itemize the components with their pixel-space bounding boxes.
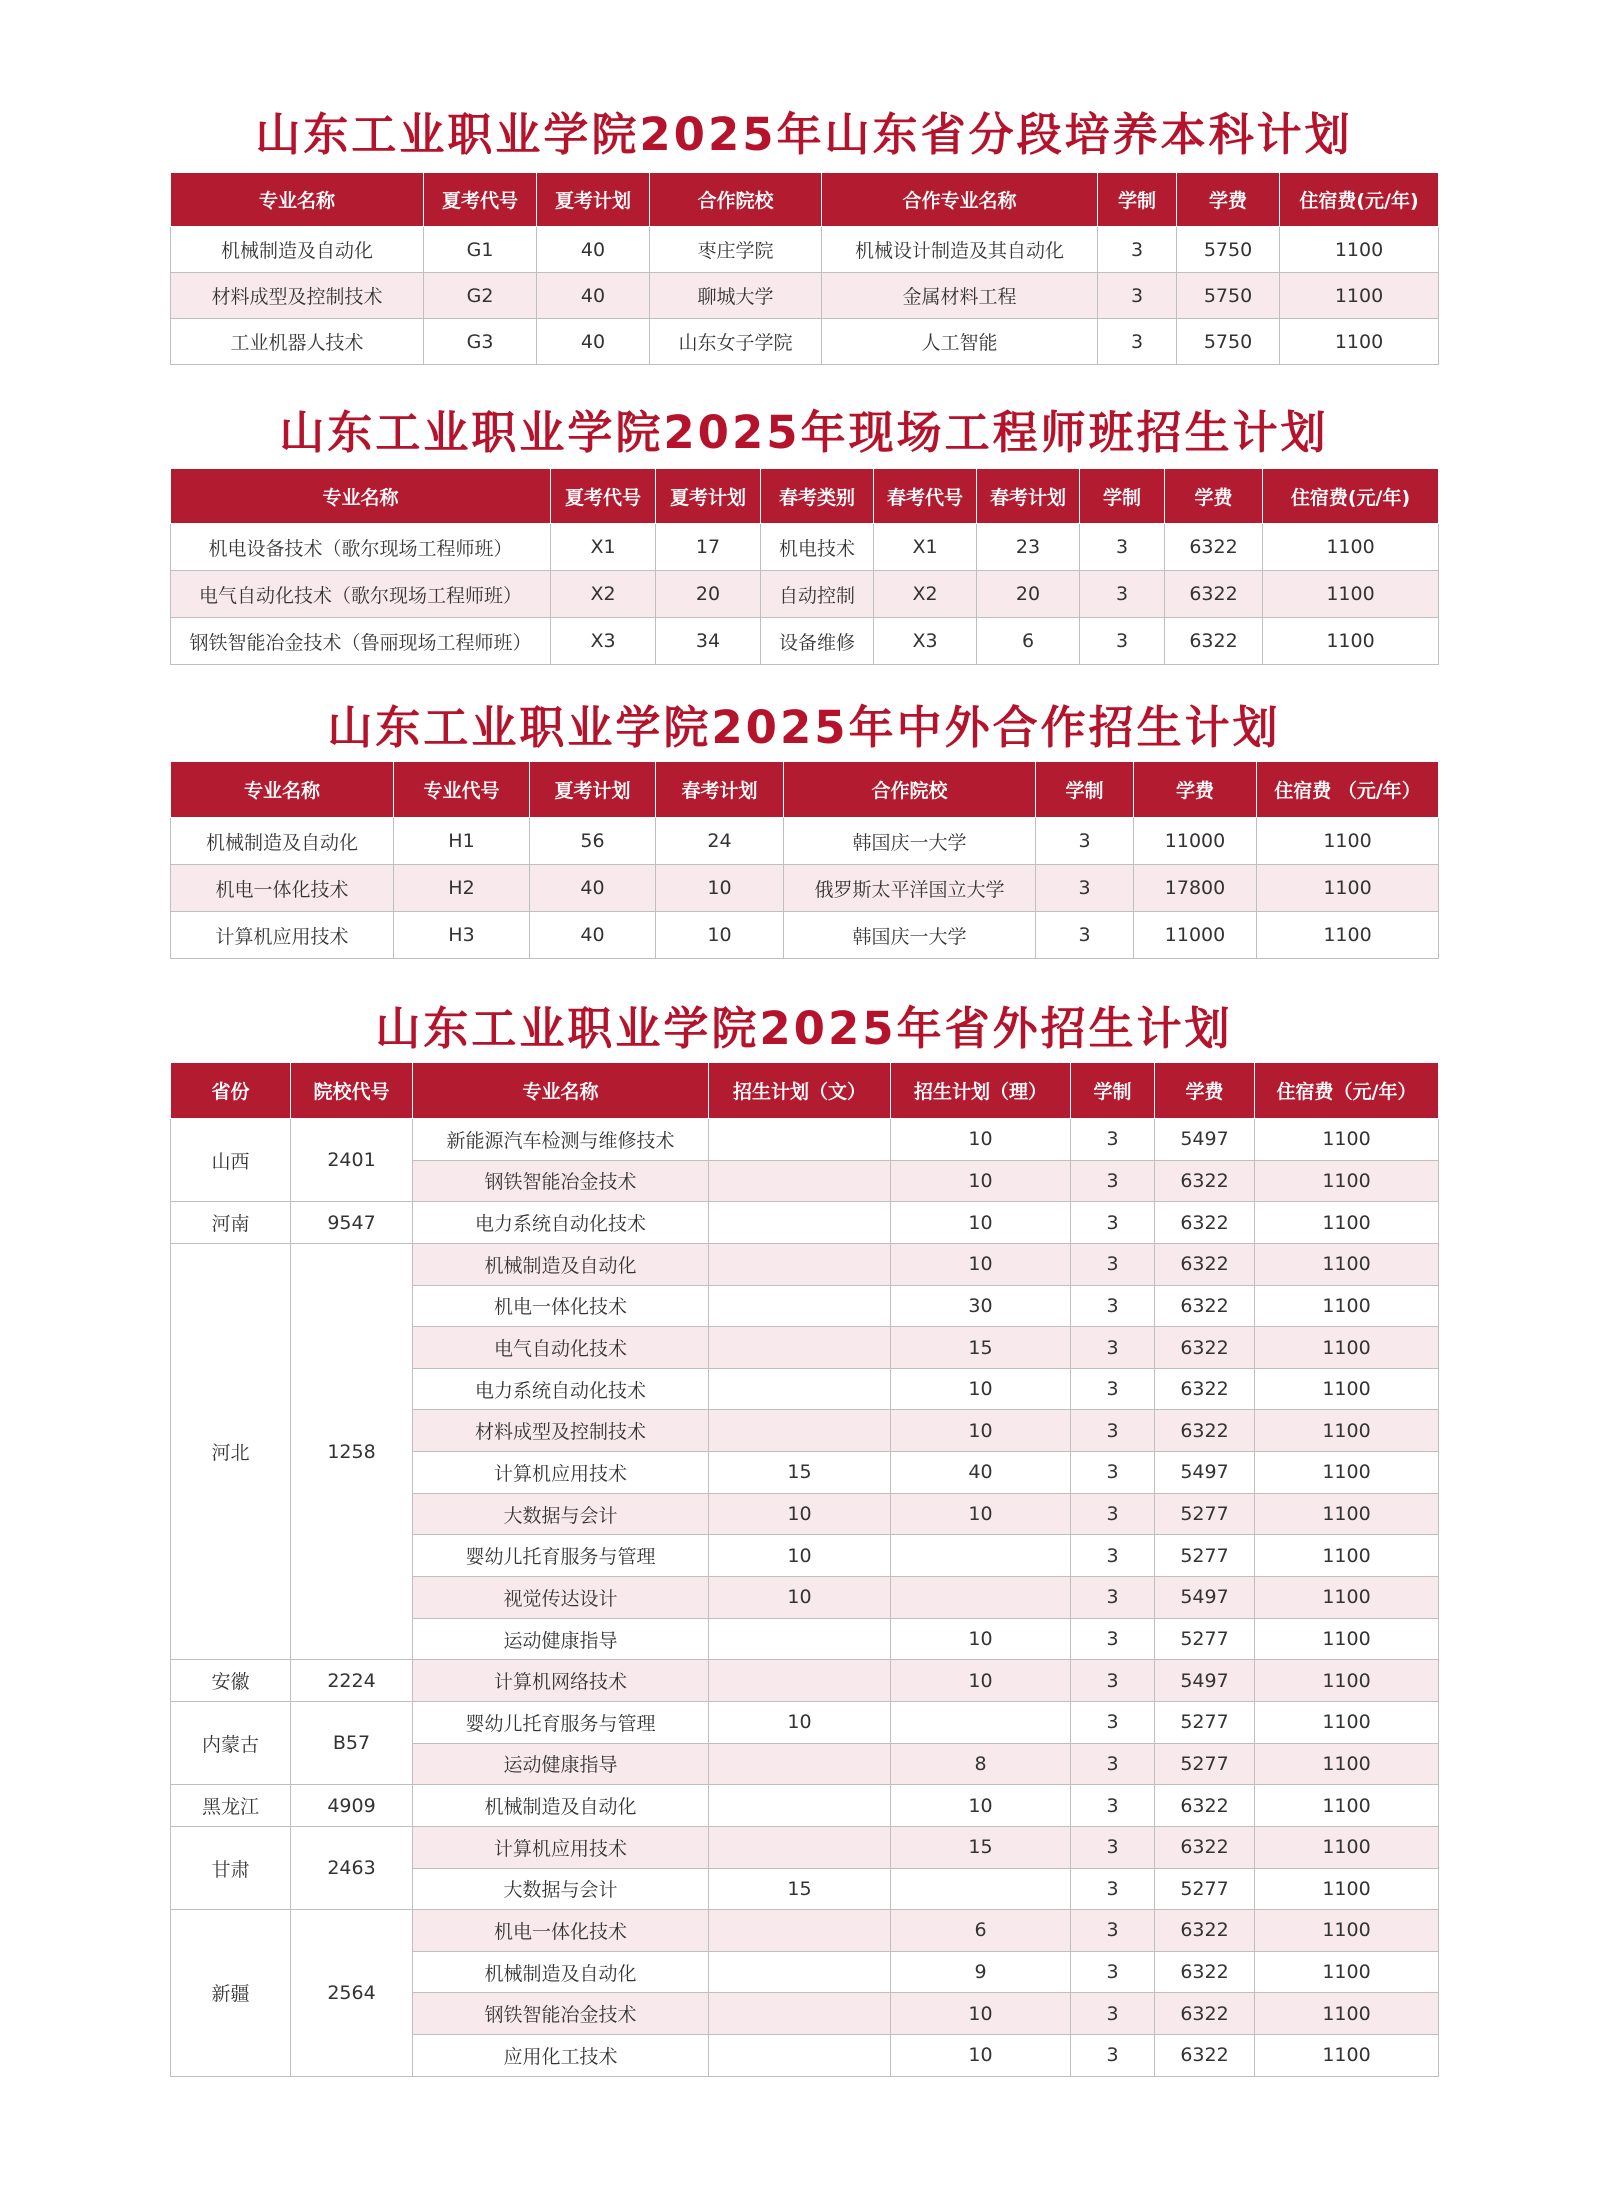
table-cell: 3 (1071, 1327, 1155, 1369)
table-cell: 计算机应用技术 (413, 1452, 709, 1494)
table-row (171, 1202, 1439, 1244)
table-cell: 聊城大学 (650, 273, 822, 319)
table-cell: 3 (1080, 618, 1165, 665)
table-cell: 1100 (1255, 1826, 1439, 1868)
table-cell: 1100 (1280, 273, 1439, 319)
table-cell: X1 (551, 524, 656, 571)
table-cell: 3 (1071, 2035, 1155, 2077)
section-title: 山东工业职业学院2025年现场工程师班招生计划 (279, 406, 1329, 459)
table-cell: 23 (977, 524, 1080, 571)
table-cell: 3 (1071, 1910, 1155, 1952)
section-title: 山东工业职业学院2025年省外招生计划 (375, 1002, 1233, 1055)
table-cell: G1 (424, 227, 537, 273)
school-code-cell: 2401 (291, 1119, 413, 1202)
school-code-cell: 9547 (291, 1202, 413, 1244)
table-cell: 20 (656, 571, 761, 618)
table-cell: 10 (891, 1368, 1071, 1410)
table-header-row (171, 1063, 1439, 1119)
table-cell: 10 (709, 1701, 891, 1743)
table-sino-foreign-plan (170, 761, 1439, 959)
table-cell: X3 (551, 618, 656, 665)
table-cell: 40 (537, 273, 650, 319)
table-cell: 40 (537, 227, 650, 273)
table-cell: 3 (1071, 1785, 1155, 1827)
table-cell: 1100 (1255, 1368, 1439, 1410)
table-cell: 1100 (1255, 1202, 1439, 1244)
province-cell: 安徽 (171, 1660, 291, 1702)
table-cell (709, 1160, 891, 1202)
school-code-cell: B57 (291, 1701, 413, 1784)
table-cell: 自动控制 (761, 571, 874, 618)
table-cell (709, 1368, 891, 1410)
table-cell: 3 (1071, 1160, 1155, 1202)
table-cell: 11000 (1134, 912, 1257, 959)
school-code-cell: 2224 (291, 1660, 413, 1702)
table-cell: 8 (891, 1743, 1071, 1785)
table-cell: 34 (656, 618, 761, 665)
table-cell: 1100 (1255, 1785, 1439, 1827)
table-cell: 6322 (1165, 524, 1263, 571)
column-header: 春考计划 (656, 762, 784, 818)
table-cell: 15 (709, 1452, 891, 1494)
table-cell: 1100 (1257, 865, 1439, 912)
column-header: 省份 (171, 1063, 291, 1119)
column-header: 学费 (1165, 469, 1263, 524)
column-header: 合作院校 (784, 762, 1036, 818)
province-cell: 甘肃 (171, 1826, 291, 1909)
column-header: 院校代号 (291, 1063, 413, 1119)
column-header: 夏考计划 (656, 469, 761, 524)
column-header: 学费 (1155, 1063, 1255, 1119)
table-cell: 电力系统自动化技术 (413, 1202, 709, 1244)
table-cell: 婴幼儿托育服务与管理 (413, 1535, 709, 1577)
column-header: 夏考计划 (530, 762, 656, 818)
school-code-cell: 2564 (291, 1910, 413, 2077)
table-cell: 3 (1071, 1826, 1155, 1868)
table-cell: 3 (1071, 1243, 1155, 1285)
province-cell: 河南 (171, 1202, 291, 1244)
table-cell: 1100 (1255, 1577, 1439, 1619)
table-cell: 1100 (1255, 1160, 1439, 1202)
table-row (171, 818, 1439, 865)
table-cell: 山东女子学院 (650, 319, 822, 365)
table-cell (709, 1743, 891, 1785)
table-cell: 1100 (1257, 818, 1439, 865)
table-cell: 1100 (1257, 912, 1439, 959)
section-title: 山东工业职业学院2025年中外合作招生计划 (327, 701, 1281, 754)
table-cell: 17 (656, 524, 761, 571)
table-cell: 1100 (1255, 1327, 1439, 1369)
table-cell: 1100 (1255, 1285, 1439, 1327)
table-cell: 6322 (1155, 1368, 1255, 1410)
table-cell: 5277 (1155, 1743, 1255, 1785)
table-cell: 材料成型及控制技术 (413, 1410, 709, 1452)
table-cell: 10 (891, 1243, 1071, 1285)
table-cell: 1100 (1255, 1868, 1439, 1910)
table-cell: 6322 (1165, 618, 1263, 665)
column-header: 专业名称 (171, 173, 424, 227)
table-cell: 6322 (1165, 571, 1263, 618)
table-cell: 枣庄学院 (650, 227, 822, 273)
table-cell: 设备维修 (761, 618, 874, 665)
table-cell: 1100 (1255, 1119, 1439, 1161)
table-cell: 30 (891, 1285, 1071, 1327)
table-cell: 计算机应用技术 (413, 1826, 709, 1868)
column-header: 住宿费(元/年) (1280, 173, 1439, 227)
table-cell: 10 (709, 1535, 891, 1577)
table-cell: 韩国庆一大学 (784, 912, 1036, 959)
table-cell: 3 (1071, 1535, 1155, 1577)
table-cell: 运动健康指导 (413, 1743, 709, 1785)
table-cell: 1100 (1255, 1243, 1439, 1285)
table-cell: 10 (891, 1202, 1071, 1244)
table-cell (891, 1535, 1071, 1577)
table-cell: 5497 (1155, 1452, 1255, 1494)
table-cell (709, 1993, 891, 2035)
table-cell: 3 (1098, 319, 1177, 365)
section-title: 山东工业职业学院2025年山东省分段培养本科计划 (255, 108, 1353, 161)
table-cell (891, 1577, 1071, 1619)
table-cell: 1100 (1255, 1993, 1439, 2035)
column-header: 夏考代号 (551, 469, 656, 524)
table-field-engineer-plan (170, 468, 1439, 665)
table-cell: 5750 (1177, 273, 1280, 319)
table-row (171, 1785, 1439, 1827)
table-cell: 10 (656, 912, 784, 959)
table-cell: 6322 (1155, 1785, 1255, 1827)
table-row (171, 1701, 1439, 1743)
table-cell: 3 (1071, 1951, 1155, 1993)
table-cell: X2 (551, 571, 656, 618)
table-cell: 1100 (1280, 227, 1439, 273)
table-cell: 机械设计制造及其自动化 (822, 227, 1098, 273)
table-cell: 40 (530, 912, 656, 959)
table-cell: 6322 (1155, 1160, 1255, 1202)
table-cell (709, 2035, 891, 2077)
table-cell: 10 (891, 1410, 1071, 1452)
table-cell: 15 (709, 1868, 891, 1910)
column-header: 春考代号 (874, 469, 977, 524)
table-cell (709, 1660, 891, 1702)
table-cell: 材料成型及控制技术 (171, 273, 424, 319)
table-cell: 1100 (1255, 1951, 1439, 1993)
table-row (171, 273, 1439, 319)
table-cell: 6322 (1155, 1285, 1255, 1327)
table-cell: 韩国庆一大学 (784, 818, 1036, 865)
table-cell: 1100 (1255, 1618, 1439, 1660)
table-cell: 10 (709, 1577, 891, 1619)
table-cell: 6322 (1155, 2035, 1255, 2077)
table-cell: 计算机应用技术 (171, 912, 394, 959)
table-out-of-province-plan (170, 1062, 1439, 2077)
province-cell: 内蒙古 (171, 1701, 291, 1784)
table-cell: 机械制造及自动化 (413, 1785, 709, 1827)
table-cell: 17800 (1134, 865, 1257, 912)
table-cell (709, 1951, 891, 1993)
table-cell: 1100 (1263, 618, 1439, 665)
table-cell: 3 (1071, 1743, 1155, 1785)
table-cell: 1100 (1255, 1701, 1439, 1743)
table-cell (709, 1119, 891, 1161)
table-cell: 10 (891, 1993, 1071, 2035)
table-cell: 6 (977, 618, 1080, 665)
column-header: 学制 (1036, 762, 1134, 818)
table-cell: 10 (891, 1119, 1071, 1161)
table-row (171, 865, 1439, 912)
table-cell (709, 1285, 891, 1327)
table-cell (709, 1202, 891, 1244)
table-cell: 10 (891, 1785, 1071, 1827)
table-row (171, 524, 1439, 571)
table-cell: 15 (891, 1327, 1071, 1369)
table-cell: 3 (1071, 1119, 1155, 1161)
table-cell: 6 (891, 1910, 1071, 1952)
table-cell: 1100 (1255, 1743, 1439, 1785)
column-header: 住宿费 （元/年） (1257, 762, 1439, 818)
table-cell: 工业机器人技术 (171, 319, 424, 365)
table-cell (709, 1910, 891, 1952)
table-cell: 1100 (1255, 1452, 1439, 1494)
table-cell: 应用化工技术 (413, 2035, 709, 2077)
table-cell: 40 (530, 865, 656, 912)
table-cell: 3 (1071, 1410, 1155, 1452)
table-cell: 3 (1071, 1618, 1155, 1660)
table-cell: 20 (977, 571, 1080, 618)
table-cell: 3 (1036, 912, 1134, 959)
table-cell (891, 1701, 1071, 1743)
column-header: 夏考代号 (424, 173, 537, 227)
table-cell (709, 1618, 891, 1660)
table-cell (709, 1327, 891, 1369)
table-cell: 电气自动化技术 (413, 1327, 709, 1369)
table-cell: 运动健康指导 (413, 1618, 709, 1660)
table-row (171, 319, 1439, 365)
table-cell: 10 (891, 1160, 1071, 1202)
table-cell: 3 (1098, 273, 1177, 319)
table-cell: 机械制造及自动化 (171, 227, 424, 273)
table-cell: 机电一体化技术 (171, 865, 394, 912)
column-header: 学费 (1134, 762, 1257, 818)
table-cell: 1100 (1263, 571, 1439, 618)
table-cell: 6322 (1155, 1327, 1255, 1369)
column-header: 专业代号 (394, 762, 530, 818)
table-cell: 1100 (1255, 1535, 1439, 1577)
table-cell: 俄罗斯太平洋国立大学 (784, 865, 1036, 912)
school-code-cell: 2463 (291, 1826, 413, 1909)
table-cell: 5277 (1155, 1701, 1255, 1743)
column-header: 专业名称 (171, 469, 551, 524)
table-cell: 11000 (1134, 818, 1257, 865)
table-cell: 3 (1071, 1701, 1155, 1743)
column-header: 春考计划 (977, 469, 1080, 524)
table-cell: 5750 (1177, 319, 1280, 365)
table-cell: 电力系统自动化技术 (413, 1368, 709, 1410)
table-cell (709, 1410, 891, 1452)
table-cell: 6322 (1155, 1410, 1255, 1452)
table-cell: 机电技术 (761, 524, 874, 571)
table-cell: 1100 (1255, 1410, 1439, 1452)
table-cell: 1100 (1280, 319, 1439, 365)
table-cell: 10 (656, 865, 784, 912)
column-header: 招生计划（文） (709, 1063, 891, 1119)
table-cell: 40 (891, 1452, 1071, 1494)
column-header: 住宿费（元/年） (1255, 1063, 1439, 1119)
table-cell: 新能源汽车检测与维修技术 (413, 1119, 709, 1161)
column-header: 夏考计划 (537, 173, 650, 227)
table-cell: 1100 (1255, 2035, 1439, 2077)
province-cell: 新疆 (171, 1910, 291, 2077)
table-cell: 10 (891, 1493, 1071, 1535)
table-row (171, 1660, 1439, 1702)
table-cell: 3 (1080, 571, 1165, 618)
table-header-row (171, 173, 1439, 227)
table-cell: X3 (874, 618, 977, 665)
table-segmented-plan (170, 172, 1439, 365)
table-cell: 56 (530, 818, 656, 865)
table-cell: 3 (1036, 865, 1134, 912)
table-cell: 3 (1080, 524, 1165, 571)
table-cell: 10 (891, 1618, 1071, 1660)
table-cell (709, 1826, 891, 1868)
table-row (171, 571, 1439, 618)
table-cell: G2 (424, 273, 537, 319)
table-cell: X1 (874, 524, 977, 571)
table-cell: 3 (1071, 1452, 1155, 1494)
table-cell: 3 (1071, 1285, 1155, 1327)
table-row (171, 1910, 1439, 1952)
table-cell: 15 (891, 1826, 1071, 1868)
table-header-row (171, 469, 1439, 524)
table-row (171, 618, 1439, 665)
table-cell: 机电一体化技术 (413, 1285, 709, 1327)
table-cell: 6322 (1155, 1243, 1255, 1285)
column-header: 学费 (1177, 173, 1280, 227)
table-cell: 6322 (1155, 1951, 1255, 1993)
table-cell: 24 (656, 818, 784, 865)
column-header: 合作院校 (650, 173, 822, 227)
table-cell: 10 (891, 2035, 1071, 2077)
table-cell: 1100 (1255, 1493, 1439, 1535)
table-cell: H1 (394, 818, 530, 865)
table-cell: 3 (1071, 1202, 1155, 1244)
table-cell: 钢铁智能冶金技术 (413, 1160, 709, 1202)
table-row (171, 1119, 1439, 1161)
table-cell: 3 (1071, 1660, 1155, 1702)
table-cell: 5497 (1155, 1660, 1255, 1702)
table-cell: 5277 (1155, 1493, 1255, 1535)
table-cell: 5497 (1155, 1577, 1255, 1619)
column-header: 学制 (1080, 469, 1165, 524)
province-cell: 黑龙江 (171, 1785, 291, 1827)
table-cell: 1100 (1255, 1910, 1439, 1952)
table-row (171, 1243, 1439, 1285)
table-cell: 5497 (1155, 1119, 1255, 1161)
column-header: 专业名称 (413, 1063, 709, 1119)
province-cell: 河北 (171, 1243, 291, 1659)
table-cell: 6322 (1155, 1910, 1255, 1952)
table-cell: 3 (1071, 1493, 1155, 1535)
table-cell (709, 1243, 891, 1285)
table-cell: 婴幼儿托育服务与管理 (413, 1701, 709, 1743)
column-header: 合作专业名称 (822, 173, 1098, 227)
table-cell: 10 (891, 1660, 1071, 1702)
table-cell: 3 (1098, 227, 1177, 273)
table-cell: 3 (1071, 1993, 1155, 2035)
table-cell: 3 (1071, 1577, 1155, 1619)
table-cell: 6322 (1155, 1993, 1255, 2035)
table-cell: 1100 (1263, 524, 1439, 571)
table-cell: 金属材料工程 (822, 273, 1098, 319)
table-cell: 3 (1071, 1868, 1155, 1910)
table-cell: 钢铁智能冶金技术 (413, 1993, 709, 2035)
table-cell: 机械制造及自动化 (413, 1243, 709, 1285)
table-cell: 40 (537, 319, 650, 365)
table-cell (891, 1868, 1071, 1910)
column-header: 专业名称 (171, 762, 394, 818)
table-row (171, 1826, 1439, 1868)
table-row (171, 912, 1439, 959)
table-cell: X2 (874, 571, 977, 618)
table-cell: 视觉传达设计 (413, 1577, 709, 1619)
table-cell: H2 (394, 865, 530, 912)
school-code-cell: 4909 (291, 1785, 413, 1827)
table-cell (709, 1785, 891, 1827)
table-cell: 机械制造及自动化 (413, 1951, 709, 1993)
column-header: 招生计划（理） (891, 1063, 1071, 1119)
table-cell: 1100 (1255, 1660, 1439, 1702)
table-row (171, 227, 1439, 273)
table-cell: 3 (1071, 1368, 1155, 1410)
table-cell: 6322 (1155, 1826, 1255, 1868)
table-cell: 机械制造及自动化 (171, 818, 394, 865)
table-cell: 5277 (1155, 1868, 1255, 1910)
column-header: 住宿费(元/年) (1263, 469, 1439, 524)
table-cell: H3 (394, 912, 530, 959)
table-cell: 计算机网络技术 (413, 1660, 709, 1702)
school-code-cell: 1258 (291, 1243, 413, 1659)
table-cell: 大数据与会计 (413, 1868, 709, 1910)
table-header-row (171, 762, 1439, 818)
table-cell: 6322 (1155, 1202, 1255, 1244)
table-cell: 机电设备技术（歌尔现场工程师班） (171, 524, 551, 571)
column-header: 学制 (1071, 1063, 1155, 1119)
table-cell: 人工智能 (822, 319, 1098, 365)
column-header: 学制 (1098, 173, 1177, 227)
table-cell: 机电一体化技术 (413, 1910, 709, 1952)
table-cell: 9 (891, 1951, 1071, 1993)
table-cell: G3 (424, 319, 537, 365)
table-cell: 3 (1036, 818, 1134, 865)
column-header: 春考类别 (761, 469, 874, 524)
table-cell: 10 (709, 1493, 891, 1535)
province-cell: 山西 (171, 1119, 291, 1202)
table-cell: 5750 (1177, 227, 1280, 273)
table-cell: 5277 (1155, 1535, 1255, 1577)
table-cell: 5277 (1155, 1618, 1255, 1660)
table-cell: 大数据与会计 (413, 1493, 709, 1535)
table-cell: 电气自动化技术（歌尔现场工程师班） (171, 571, 551, 618)
table-cell: 钢铁智能冶金技术（鲁丽现场工程师班） (171, 618, 551, 665)
